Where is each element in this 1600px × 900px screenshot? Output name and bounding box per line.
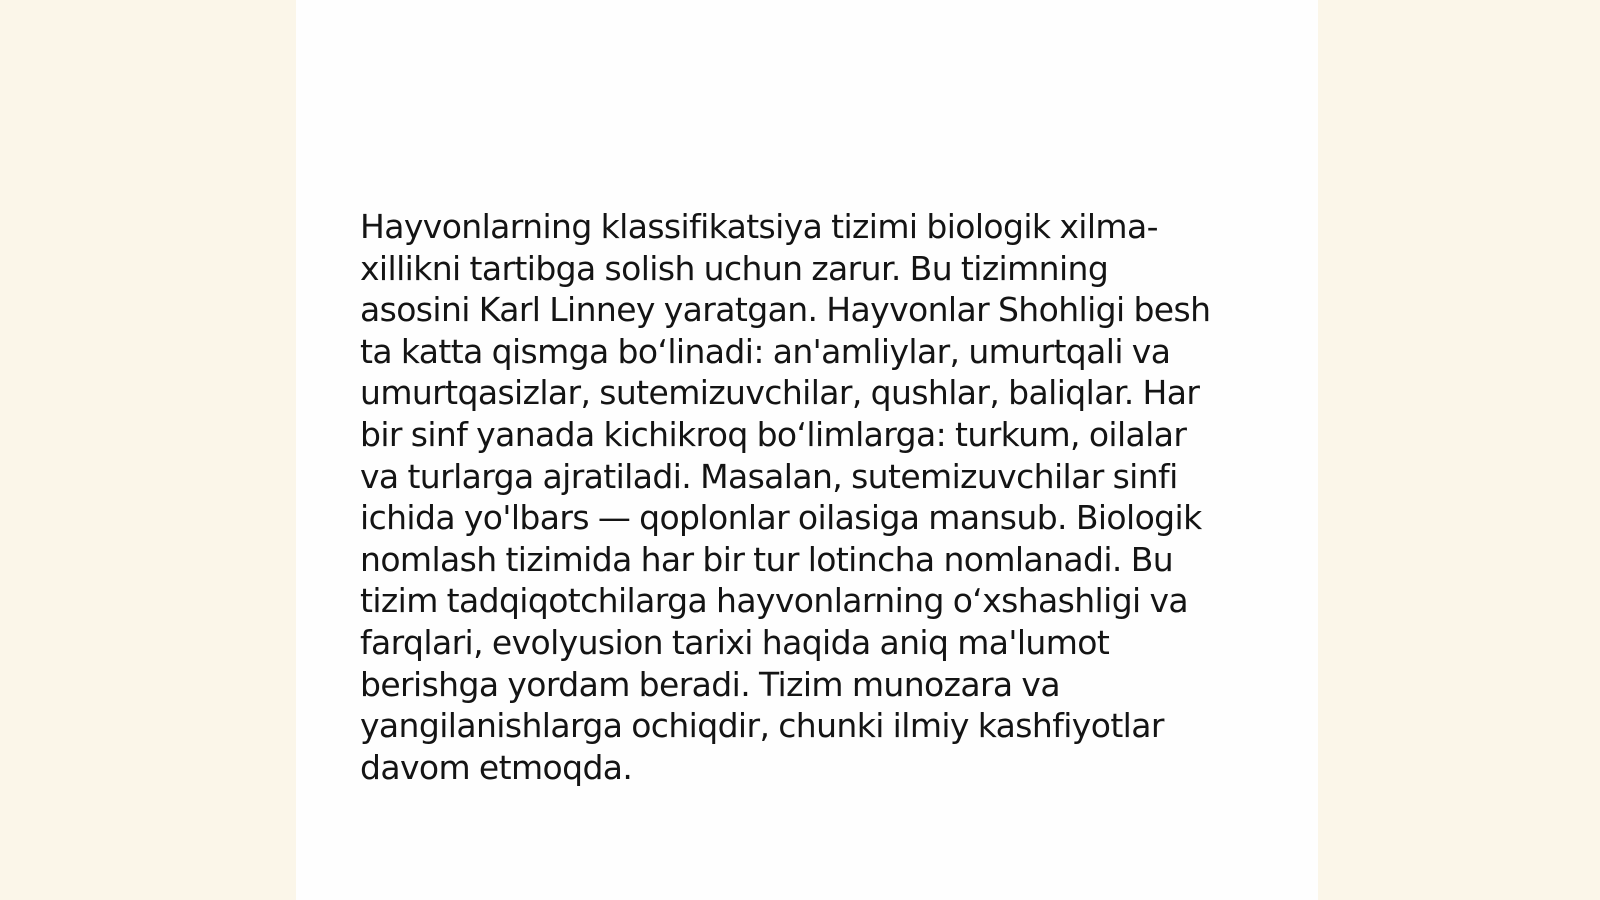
paragraph-line: yangilanishlarga ochiqdir, chunki ilmiy kashfiyotlar: [360, 706, 1164, 746]
paragraph-line: davom etmoqda.: [360, 747, 633, 787]
paragraph-line: ta katta qismga bo‘linadi: an'amliylar, umurtqali va: [360, 331, 1171, 371]
paragraph-line: berishga yordam beradi. Tizim munozara va: [360, 664, 1060, 704]
paragraph-line: xillikni tartibga solish uchun zarur. Bu tizimning: [360, 248, 1109, 288]
paragraph-line: Hayvonlarning klassifikatsiya tizimi biologik xilma-: [360, 207, 1158, 246]
paragraph-line: nomlash tizimida har bir tur lotincha nomlanadi. Bu: [360, 539, 1174, 579]
document-page: [296, 0, 1318, 900]
body-paragraph: [360, 206, 1260, 788]
paragraph-line: umurtqasizlar, sutemizuvchilar, qushlar, baliqlar. Har: [360, 373, 1200, 413]
paragraph-line: va turlarga ajratiladi. Masalan, sutemizuvchilar sinfi: [360, 456, 1178, 496]
paragraph-line: ichida yo'lbars — qoplonlar oilasiga mansub. Biologik: [360, 498, 1202, 538]
left-margin: [0, 0, 296, 900]
paragraph-line: farqlari, evolyusion tarixi haqida aniq ma'lumot: [360, 622, 1110, 662]
paragraph-line: bir sinf yanada kichikroq bo‘limlarga: turkum, oilalar: [360, 414, 1187, 454]
paragraph-line: tizim tadqiqotchilarga hayvonlarning o‘xshashligi va: [360, 581, 1189, 621]
paragraph-line: asosini Karl Linney yaratgan. Hayvonlar Shohligi besh: [360, 290, 1211, 330]
right-margin: [1318, 0, 1600, 900]
